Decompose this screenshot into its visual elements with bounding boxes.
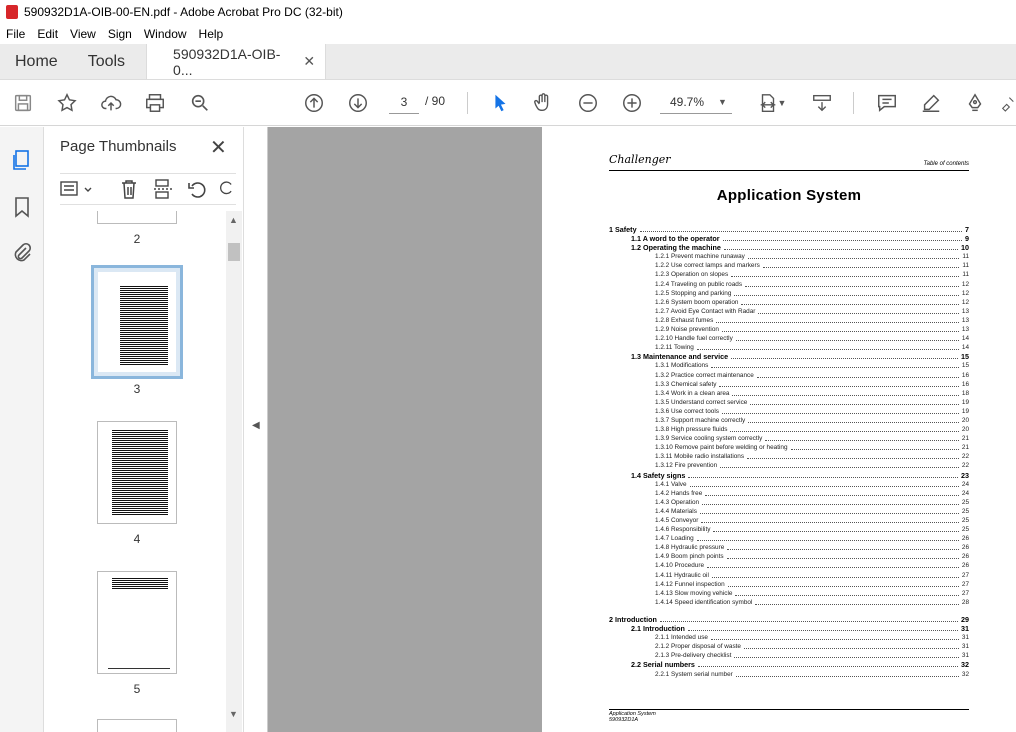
- toc-entry-label: 1.3.4 Work in a clean area: [655, 389, 730, 397]
- toc-entry-label: 1.3.2 Practice correct maintenance: [655, 371, 754, 379]
- toc-entry-label: 2.2 Serial numbers: [631, 660, 695, 670]
- tab-home[interactable]: Home: [15, 52, 58, 70]
- thumbnail-page-4[interactable]: [97, 421, 177, 524]
- toc-entry[interactable]: [609, 298, 969, 307]
- toc-entry-label: 2.1.3 Pre-delivery checklist: [655, 652, 732, 660]
- toc-leader-dots: [640, 225, 962, 232]
- toc-entry-label: 2.1.2 Proper disposal of waste: [655, 643, 741, 651]
- toc-entry[interactable]: [609, 361, 969, 370]
- toc-leader-dots: [791, 443, 959, 450]
- thumbnail-page-3-image: [98, 272, 176, 372]
- toc-leader-dots: [735, 589, 958, 596]
- toc-entry-page: 12: [961, 289, 969, 297]
- toc-entry[interactable]: [609, 407, 969, 416]
- toc-entry-page: 24: [961, 480, 969, 488]
- tab-bar: [0, 44, 1016, 80]
- collapse-panel-handle[interactable]: [244, 127, 268, 732]
- toc-entry-page: 18: [961, 389, 969, 397]
- toc-entry[interactable]: [609, 371, 969, 380]
- toc-leader-dots: [697, 343, 959, 350]
- toc-leader-dots: [763, 261, 960, 268]
- toc-entry-label: 1.4.12 Funnel inspection: [655, 580, 725, 588]
- toc-entry[interactable]: [609, 642, 969, 651]
- menu-help[interactable]: Help: [198, 27, 224, 41]
- toc-entry[interactable]: [609, 651, 969, 660]
- toc-entry-page: 11: [962, 262, 969, 270]
- toc-leader-dots: [755, 598, 959, 605]
- thumbnail-page-5[interactable]: [97, 571, 177, 674]
- toc-entry-label: 1.2.5 Stopping and parking: [655, 289, 732, 297]
- document-title: Application System: [716, 187, 862, 204]
- toc-entry[interactable]: [609, 434, 969, 443]
- zoom-search-icon[interactable]: [188, 91, 212, 115]
- toolbar-divider: [467, 92, 468, 114]
- toc-entry-label: 1.3.5 Understand correct service: [655, 398, 748, 406]
- toc-entry[interactable]: [609, 525, 969, 534]
- toc-entry-label: 1.3.12 Fire prevention: [655, 462, 718, 470]
- toc-entry-page: 25: [961, 526, 969, 534]
- page-thumbnails-icon[interactable]: [10, 148, 34, 172]
- toc-entry-page: 14: [961, 344, 969, 352]
- toc-entry-page: 22: [961, 453, 969, 461]
- save-icon[interactable]: [11, 91, 35, 115]
- workspace: [0, 127, 1016, 732]
- toc-entry[interactable]: [609, 425, 969, 434]
- thumbnail-page-3[interactable]: [91, 265, 183, 379]
- toc-leader-dots: [734, 289, 958, 296]
- toc-leader-dots: [690, 480, 959, 487]
- toc-entry[interactable]: [609, 270, 969, 279]
- bookmark-star-icon[interactable]: [55, 91, 79, 115]
- toc-entry-label: 1.2.3 Operation on slopes: [655, 271, 729, 279]
- toc-entry[interactable]: [609, 398, 969, 407]
- upload-cloud-icon[interactable]: [99, 91, 123, 115]
- toc-entry-page: 16: [961, 371, 969, 379]
- scroll-down-icon[interactable]: ▼: [229, 709, 238, 719]
- toc-entry-label: 1.2.1 Prevent machine runaway: [655, 253, 745, 261]
- toc-leader-dots: [748, 252, 959, 259]
- toc-entry[interactable]: [609, 660, 969, 669]
- toc-entry-label: 1.4.5 Conveyor: [655, 517, 699, 524]
- toc-leader-dots: [728, 580, 959, 587]
- page-total: / 90: [425, 94, 446, 108]
- toc-leader-dots: [748, 416, 959, 423]
- close-tab-icon[interactable]: ✕: [303, 53, 316, 69]
- toc-entry[interactable]: [609, 471, 969, 480]
- toc-entry-page: 21: [961, 435, 969, 443]
- thumbnail-scrollbar[interactable]: [226, 211, 242, 732]
- toc-leader-dots: [724, 243, 958, 250]
- toc-entry-label: 2 Introduction: [609, 614, 657, 624]
- toc-entry[interactable]: [609, 598, 969, 607]
- toc-entry-page: 20: [961, 426, 969, 434]
- toolbar-divider: [853, 92, 854, 114]
- toc-entry[interactable]: [609, 498, 969, 507]
- scroll-up-icon[interactable]: ▲: [229, 215, 238, 225]
- page-footer: [609, 711, 656, 723]
- toc-entry-label: 2.1 Introduction: [631, 624, 685, 634]
- toc-entry-page: 31: [961, 643, 969, 651]
- window-title: 590932D1A-OIB-00-EN.pdf - Adobe Acrobat Pro DC (32-bit): [24, 5, 343, 19]
- toc-leader-dots: [731, 352, 958, 359]
- thumbnail-list: [44, 211, 226, 732]
- toc-leader-dots: [757, 371, 959, 378]
- toc-entry[interactable]: [609, 480, 969, 489]
- toc-entry-label: 1.3.10 Remove paint before welding or heating: [655, 444, 788, 452]
- toc-entry-label: 1.1 A word to the operator: [631, 234, 720, 244]
- pdf-page: [542, 127, 1016, 732]
- toc-entry-page: 19: [961, 407, 969, 415]
- toc-entry[interactable]: [609, 443, 969, 452]
- thumbnail-page-2[interactable]: [97, 211, 177, 224]
- footer-title: Application System: [609, 711, 656, 717]
- attachments-icon[interactable]: [10, 241, 34, 265]
- comment-icon[interactable]: [875, 91, 899, 115]
- toc-entry-page: 11: [962, 271, 969, 279]
- menu-edit[interactable]: Edit: [37, 27, 59, 41]
- toc-entry[interactable]: [609, 633, 969, 642]
- toc-entry-label: 1.2.8 Exhaust fumes: [655, 316, 714, 324]
- toc-entry-page: 15: [961, 362, 969, 370]
- toc-entry-page: 31: [961, 652, 969, 660]
- toc-leader-dots: [736, 334, 959, 341]
- toc-entry[interactable]: [609, 334, 969, 343]
- toc-leader-dots: [745, 280, 959, 287]
- toc-leader-dots: [705, 489, 959, 496]
- toc-leader-dots: [741, 298, 958, 305]
- toc-entry-label: 1.2.10 Handle fuel correctly: [655, 335, 733, 343]
- thumbnails-panel: [44, 127, 244, 732]
- menu-view[interactable]: View: [70, 27, 96, 41]
- toc-entry[interactable]: [609, 343, 969, 352]
- toc-leader-dots: [720, 461, 959, 468]
- toc-entry[interactable]: [609, 389, 969, 398]
- zoom-in-icon[interactable]: [620, 91, 644, 115]
- toc-entry-label: 1.4.4 Materials: [655, 507, 697, 515]
- toc-entry-page: 9: [965, 234, 969, 244]
- toc-leader-dots: [734, 651, 959, 658]
- fit-page-dropdown-icon[interactable]: ▼: [777, 98, 787, 108]
- toc-entry-page: 24: [961, 489, 969, 497]
- page-number-input[interactable]: 3: [389, 90, 419, 114]
- document-view: [268, 127, 1016, 732]
- toc-entry-label: 1.4.2 Hands free: [655, 489, 703, 497]
- toc-gap: [609, 607, 969, 615]
- toc-entry-page: 32: [961, 670, 969, 678]
- toc-entry[interactable]: [609, 261, 969, 270]
- toc-leader-dots: [711, 633, 959, 640]
- toc-entry-page: 25: [961, 517, 969, 524]
- acrobat-app-icon: [6, 5, 18, 19]
- toc-entry-page: 27: [961, 589, 969, 597]
- toc-entry[interactable]: [609, 489, 969, 498]
- tab-document-label: 590932D1A-OIB-0...: [173, 45, 281, 78]
- next-page-icon[interactable]: [346, 91, 370, 115]
- toc-leader-dots: [747, 452, 959, 459]
- toc-entry-page: 26: [961, 562, 969, 570]
- toc-leader-dots: [688, 624, 958, 631]
- panel-title: Page Thumbnails: [60, 138, 177, 155]
- tab-document[interactable]: [146, 44, 326, 79]
- toc-entry-page: 13: [961, 326, 969, 334]
- toc-entry-page: 14: [961, 335, 969, 343]
- thumbnail-label: 4: [133, 532, 141, 546]
- toc-entry-label: 1.4.1 Valve: [655, 480, 687, 488]
- toc-entry-page: 10: [961, 243, 969, 253]
- toc-entry-label: 1.3.7 Support machine correctly: [655, 416, 746, 424]
- toc-entry-label: 2.1.1 Intended use: [655, 634, 708, 642]
- toc-entry-page: 27: [961, 571, 969, 579]
- toc-entry-label: 1.2.11 Towing: [655, 344, 694, 352]
- toc-entry[interactable]: [609, 670, 969, 679]
- toc-entry-page: 26: [961, 553, 969, 561]
- collapse-left-icon: ◀: [252, 420, 260, 431]
- toc-entry-label: 1.3.6 Use correct tools: [655, 407, 719, 415]
- toc-leader-dots: [732, 389, 958, 396]
- toc-entry[interactable]: [609, 325, 969, 334]
- delete-page-icon[interactable]: [118, 178, 140, 200]
- bookmarks-icon[interactable]: [10, 195, 34, 219]
- toc-entry-label: 1.4.14 Speed identification symbol: [655, 598, 753, 606]
- toc-leader-dots: [719, 380, 958, 387]
- toc-entry-label: 1.4.9 Boom pinch points: [655, 553, 724, 561]
- toc-entry-label: 1.4.3 Operation: [655, 498, 700, 506]
- toc-entry-page: 25: [961, 507, 969, 515]
- toc-leader-dots: [716, 316, 959, 323]
- toc-entry-label: 1.4.7 Loading: [655, 535, 694, 543]
- toc-entry[interactable]: [609, 561, 969, 570]
- toc-leader-dots: [702, 498, 959, 505]
- toc-entry[interactable]: [609, 552, 969, 561]
- thumbnail-label: 3: [133, 382, 141, 396]
- toc-entry[interactable]: [609, 516, 969, 525]
- toc-leader-dots: [731, 270, 959, 277]
- toc-entry[interactable]: [609, 234, 969, 243]
- toc-entry-label: 1.4.8 Hydraulic pressure: [655, 544, 725, 552]
- toc-entry-page: 7: [965, 225, 969, 234]
- toc-leader-dots: [701, 516, 959, 523]
- toc-leader-dots: [723, 234, 962, 241]
- chevron-down-icon: ▼: [718, 96, 727, 107]
- toc-entry-label: 1.4.11 Hydraulic oil: [655, 571, 709, 579]
- toc-entry[interactable]: [609, 615, 969, 624]
- toc-entry-page: 20: [961, 416, 969, 424]
- main-toolbar: [0, 80, 1016, 126]
- fill-sign-icon[interactable]: [963, 91, 987, 115]
- toc-entry-page: 13: [961, 307, 969, 315]
- toc-entry-page: 12: [961, 298, 969, 306]
- toc-entry-page: 13: [961, 316, 969, 324]
- footer-rule: [609, 709, 969, 710]
- toc-entry-label: 1.2 Operating the machine: [631, 243, 721, 253]
- toc-entry[interactable]: [609, 507, 969, 516]
- toc-leader-dots: [727, 543, 959, 550]
- more-tools-icon[interactable]: [1000, 91, 1016, 115]
- thumbnail-options-icon[interactable]: [60, 178, 94, 200]
- toc-entry-label: 1.4 Safety signs: [631, 470, 686, 480]
- toc-entry[interactable]: [609, 352, 969, 361]
- toc-leader-dots: [730, 425, 958, 432]
- thumbnail-label: 5: [133, 682, 141, 696]
- toc-entry-label: 1.3.9 Service cooling system correctly: [655, 435, 763, 443]
- toc-entry-label: 1.2.6 System boom operation: [655, 298, 739, 306]
- toc-leader-dots: [713, 525, 958, 532]
- toc-entry-page: 11: [962, 253, 969, 261]
- thumbnail-toolbar: [60, 173, 236, 205]
- select-cursor-icon[interactable]: [488, 91, 512, 115]
- toc-entry[interactable]: [609, 416, 969, 425]
- highlight-pen-icon[interactable]: [919, 91, 943, 115]
- toc-entry[interactable]: [609, 589, 969, 598]
- toc-entry-label: 1.3.1 Modifications: [655, 362, 709, 370]
- toc-leader-dots: [711, 361, 959, 368]
- toc-entry-page: 22: [961, 462, 969, 470]
- toc-entry[interactable]: [609, 543, 969, 552]
- toc-leader-dots: [722, 407, 959, 414]
- toc-entry[interactable]: [609, 243, 969, 252]
- toc-entry-label: 1.2.7 Avoid Eye Contact with Radar: [655, 307, 756, 315]
- toc-leader-dots: [722, 325, 959, 332]
- toc-entry-page: 26: [961, 535, 969, 543]
- menu-window[interactable]: Window: [143, 27, 187, 41]
- toc-entry[interactable]: [609, 380, 969, 389]
- running-head: Table of contents: [923, 161, 969, 167]
- toc-leader-dots: [707, 561, 959, 568]
- toc-entry-label: 1 Safety: [609, 225, 637, 234]
- toc-leader-dots: [688, 471, 958, 478]
- toc-leader-dots: [698, 660, 958, 667]
- rotate-right-icon[interactable]: [218, 178, 236, 200]
- toc-entry-label: 2.2.1 System serial number: [655, 670, 733, 678]
- toc-leader-dots: [736, 670, 959, 677]
- toc-entry[interactable]: [609, 534, 969, 543]
- toc-entry-label: 1.4.10 Procedure: [655, 562, 705, 570]
- toc-entry-page: 29: [961, 614, 969, 624]
- toc-entry-label: 1.4.6 Responsibility: [655, 526, 711, 534]
- toc-entry-label: 1.2.4 Traveling on public roads: [655, 280, 743, 288]
- print-icon[interactable]: [143, 91, 167, 115]
- toc-entry-label: 1.3.8 High pressure fluids: [655, 426, 728, 434]
- toc-leader-dots: [700, 507, 959, 514]
- toc-entry-page: 15: [961, 352, 969, 362]
- title-bar: [0, 0, 1016, 24]
- toc-entry-label: 1.3.3 Chemical safety: [655, 380, 717, 388]
- zoom-out-icon[interactable]: [576, 91, 600, 115]
- toc-entry-page: 25: [961, 498, 969, 506]
- menu-bar: [0, 24, 1016, 44]
- menu-file[interactable]: File: [6, 27, 26, 41]
- toc-entry-label: 1.3.11 Mobile radio installations: [655, 453, 745, 461]
- toc-entry-page: 26: [961, 544, 969, 552]
- toc-entry-page: 16: [961, 380, 969, 388]
- scroll-mode-icon[interactable]: [810, 91, 834, 115]
- toc-entry[interactable]: [609, 280, 969, 289]
- toc-entry-page: 21: [961, 444, 969, 452]
- toc-entry[interactable]: [609, 624, 969, 633]
- toc-entry-page: 23: [961, 470, 969, 480]
- header-rule: [609, 170, 969, 171]
- table-of-contents: [609, 225, 969, 679]
- toc-entry[interactable]: [609, 316, 969, 325]
- toc-entry[interactable]: [609, 252, 969, 261]
- toc-entry[interactable]: [609, 452, 969, 461]
- toc-entry-label: 1.2.2 Use correct lamps and markers: [655, 262, 760, 270]
- toc-entry-label: 1.3 Maintenance and service: [631, 352, 729, 362]
- toc-entry-page: 31: [961, 624, 969, 634]
- toc-entry[interactable]: [609, 307, 969, 316]
- rotate-left-icon[interactable]: [186, 178, 208, 200]
- toc-leader-dots: [765, 434, 959, 441]
- footer-doc-number: 590932D1A: [609, 717, 639, 723]
- toc-leader-dots: [660, 615, 958, 622]
- toc-entry-label: 1.2.9 Noise prevention: [655, 326, 719, 334]
- scrollbar-thumb[interactable]: [228, 243, 240, 261]
- toc-leader-dots: [697, 534, 959, 541]
- close-panel-icon[interactable]: ✕: [210, 137, 227, 159]
- navigation-rail: [0, 127, 44, 732]
- toc-entry[interactable]: [609, 225, 969, 234]
- toc-entry[interactable]: [609, 571, 969, 580]
- thumbnail-label: 2: [133, 232, 141, 246]
- menu-sign[interactable]: Sign: [107, 27, 132, 41]
- toc-leader-dots: [727, 552, 959, 559]
- toc-leader-dots: [712, 571, 959, 578]
- toc-entry-page: 32: [961, 660, 969, 670]
- toc-entry-page: 19: [961, 398, 969, 406]
- zoom-level-value: 49.7%: [670, 94, 705, 109]
- toc-entry-page: 12: [961, 280, 969, 288]
- thumbnail-page-6[interactable]: [97, 719, 177, 732]
- toc-entry-page: 27: [961, 580, 969, 588]
- toc-entry[interactable]: [609, 580, 969, 589]
- zoom-level-select[interactable]: [660, 90, 732, 114]
- toc-leader-dots: [758, 307, 958, 314]
- brand-logo: Challenger: [609, 153, 671, 166]
- toc-leader-dots: [744, 642, 959, 649]
- toc-entry[interactable]: [609, 289, 969, 298]
- toc-entry-label: 1.4.13 Slow moving vehicle: [655, 589, 733, 597]
- hand-tool-icon[interactable]: [531, 91, 555, 115]
- toc-leader-dots: [750, 398, 959, 405]
- toc-entry[interactable]: [609, 461, 969, 470]
- tab-tools[interactable]: Tools: [87, 52, 126, 70]
- extract-pages-icon[interactable]: [152, 178, 174, 200]
- toc-entry-page: 31: [961, 634, 969, 642]
- toc-entry-page: 28: [961, 598, 969, 606]
- previous-page-icon[interactable]: [302, 91, 326, 115]
